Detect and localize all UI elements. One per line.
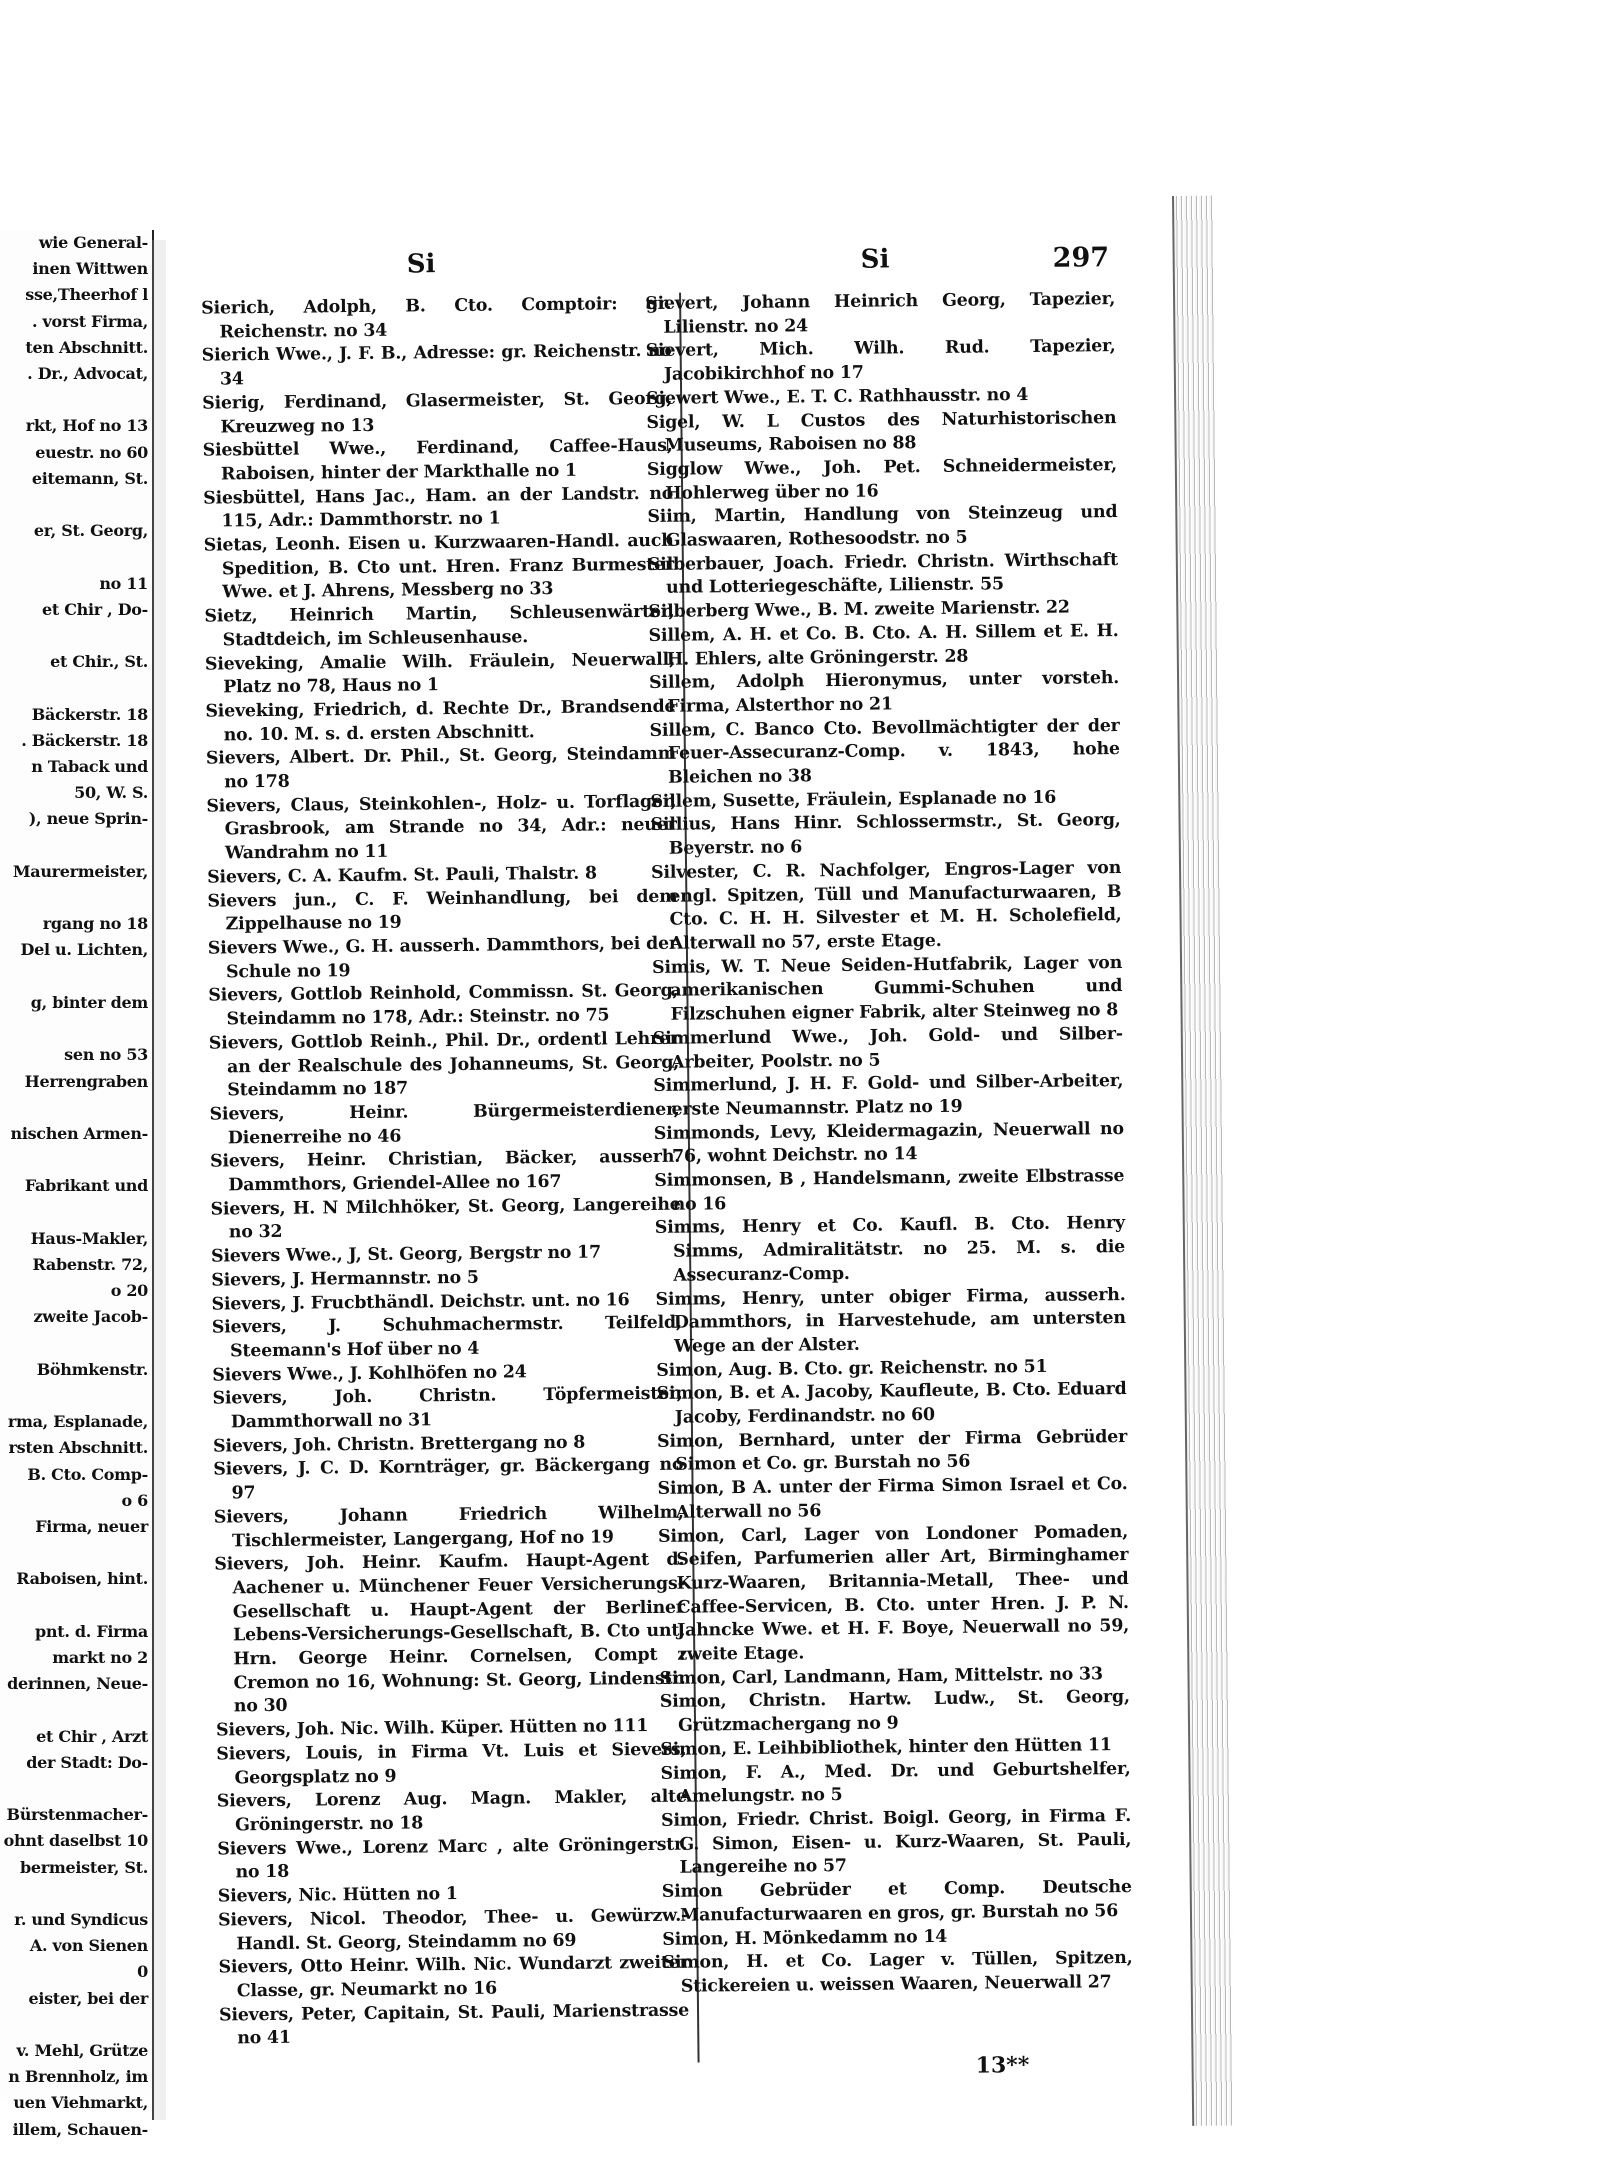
directory-entry: Sievers, H. N Milchhöker, St. Georg, Langereihe no 32: [210, 1194, 681, 1243]
directory-entry: Simon, Carl, Landmann, Ham, Mittelstr. no 33: [659, 1664, 1103, 1689]
left-page-line: [0, 623, 152, 649]
directory-entry: Sievers, Johann Friedrich Wilhelm, Tischlermeister, Langergang, Hof no 19: [213, 1502, 684, 1551]
left-page-line: wie General-: [38, 233, 148, 252]
directory-entry: Sigel, W. L Custos des Naturhistorischen Museums, Raboisen no 88: [646, 407, 1117, 457]
directory-entry: Sievers, Nicol. Theodor, Thee- u. Gewürzw.-Handl. St. Georg, Steindamm no 69: [217, 1905, 689, 1954]
directory-entry: Simon, Aug. B. Cto. gr. Reichenstr. no 51: [656, 1356, 1048, 1381]
left-page-line: er, St. Georg,: [33, 521, 148, 541]
left-page-line: [0, 1540, 152, 1566]
directory-entry: Sierig, Ferdinand, Glasermeister, St. Georg, Kreuzweg no 13: [202, 388, 673, 437]
left-page-line: [0, 1147, 152, 1173]
left-page-line: Firma, neuer: [35, 1516, 148, 1536]
directory-entry: Simon, H. Mönkedamm no 14: [662, 1926, 948, 1950]
left-page-line: Herrengraben: [24, 1071, 148, 1091]
running-header: [167, 241, 1173, 292]
left-page-line: zweite Jacob-: [33, 1307, 148, 1327]
directory-entry: Sievers, Louis, in Firma Vt. Luis et Sievers, Georgsplatz no 9: [216, 1739, 687, 1788]
left-page-line: et Chir , Arzt: [36, 1726, 148, 1746]
left-page-line: o 20: [110, 1281, 148, 1301]
left-page-line: [0, 1200, 152, 1226]
directory-entry: Simon, B. et A. Jacoby, Kaufleute, B. Cto. Eduard Jacoby, Ferdinandstr. no 60: [656, 1379, 1127, 1428]
left-page-line: [0, 885, 152, 911]
directory-entry: Sietas, Leonh. Eisen u. Kurzwaaren-Handl. auch Spedition, B. Cto unt. Hren. Franz Burmester Wwe. et J. Ahrens, Messberg no 33: [203, 530, 674, 603]
directory-entry: Sievers, Peter, Capitain, St. Pauli, Marienstrasse no 41: [218, 2000, 690, 2049]
directory-entry: Sigglow Wwe., Joh. Pet. Schneidermeister, Hohlerweg über no 16: [646, 454, 1117, 504]
directory-entry: Sievers, Joh. Heinr. Kaufm. Haupt-Agent d. Aachener u. Münchener Feuer Versicherungs-Gesellschaft u. Haupt-Agent der Berliner Lebens-Versicherungs-Gesellschaft, B. Cto unt. Hrn. George Heinr. Cornelsen, Compt : Cremon no 16, Wohnung: St. Georg, Lindenstr. no 30: [214, 1549, 686, 1717]
directory-entry: Sietz, Heinrich Martin, Schleusenwärter, Stadtdeich, im Schleusenhause.: [204, 601, 675, 651]
left-page-line: [0, 1095, 152, 1121]
left-page-line: . vorst Firma,: [31, 311, 148, 331]
directory-entry: Sievers, Heinr. Bürgermeisterdiener, Dienerreihe no 46: [209, 1099, 680, 1149]
directory-entry: Simmerlund Wwe., Joh. Gold- und Silber-Arbeiter, Poolstr. no 5: [652, 1023, 1123, 1073]
left-page-line: pnt. d. Firma: [35, 1621, 148, 1641]
directory-entry: Sierich, Adolph, B. Cto. Comptoir: gr. Reichenstr. no 34: [201, 293, 672, 343]
left-page-line: [0, 492, 152, 518]
left-page-line: Maurermeister,: [12, 861, 148, 881]
directory-entry: Simon, Carl, Lager von Londoner Pomaden, Seifen, Parfumerien aller Art, Birminghamer Kurz-Waaren, Britannia-Metall, Thee- und Caffee-Servicen, B. Cto. unter Hren. J. P. N. Jahncke Wwe. et H. F. Boye, Neuerwall no 59, zweite Etage.: [657, 1521, 1130, 1665]
directory-entry: Simms, Henry et Co. Kaufl. B. Cto. Henry Simms, Admiralitätstr. no 25. M. s. die Assecuranz-Comp.: [654, 1213, 1126, 1286]
left-page-line: der Stadt: Do-: [26, 1752, 148, 1772]
left-page-line: [0, 1776, 152, 1802]
left-page-line: eitemann, St.: [31, 468, 148, 488]
left-page-line: Bäckerstr. 18: [31, 704, 148, 724]
directory-entry: Sievers, Claus, Steinkohlen-, Holz- u. Torflager, Grasbrook, am Strande no 34, Adr.: neuer Wandrahm no 11: [206, 791, 677, 864]
directory-entry: Siesbüttel, Hans Jac., Ham. an der Landstr. no 115, Adr.: Dammthorstr. no 1: [203, 483, 674, 532]
left-page-line: no 11: [99, 573, 148, 593]
directory-entry: Simon Gebrüder et Comp. Deutsche Manufacturwaaren en gros, gr. Burstah no 56: [661, 1877, 1132, 1926]
directory-entry: Sievers Wwe., J, St. Georg, Bergstr no 17: [211, 1242, 602, 1267]
signature-mark: 13**: [975, 2052, 1030, 2079]
directory-entry: Sievers, Otto Heinr. Wilh. Nic. Wundarzt zweiter Classe, gr. Neumarkt no 16: [218, 1952, 689, 2002]
left-page-line: et Chir., St.: [50, 652, 148, 672]
header-right-letters: Si: [860, 244, 890, 275]
directory-entry: Simmonsen, B , Handelsmann, zweite Elbstrasse no 16: [654, 1166, 1125, 1215]
directory-entry: Sievers, C. A. Kaufm. St. Pauli, Thalstr. 8: [207, 863, 597, 888]
directory-entry: Sillem, C. Banco Cto. Bevollmächtigter der der Feuer-Assecuranz-Comp. v. 1843, hohe Bleichen no 38: [649, 715, 1120, 788]
left-page-line: n Taback und: [31, 757, 148, 777]
left-page-line: Haus-Makler,: [30, 1228, 148, 1248]
left-page-line: ), neue Sprin-: [28, 809, 148, 829]
right-column: [645, 288, 1133, 1999]
directory-entry: Sievers, J. Schuhmachermstr. Teilfeld, Steemann's Hof über no 4: [211, 1312, 682, 1362]
left-page-line: [0, 1881, 152, 1907]
left-page-line: rma, Esplanade,: [7, 1412, 148, 1432]
left-page-line: Böhmkenstr.: [36, 1359, 148, 1379]
directory-entry: Sievers Wwe., J. Kohlhöfen no 24: [212, 1361, 527, 1386]
book-gutter: [152, 240, 166, 2120]
directory-entry: Siesbüttel Wwe., Ferdinand, Caffee-Haus, Raboisen, hinter der Markthalle no 1: [202, 435, 673, 485]
left-page-line: r. und Syndicus: [14, 1910, 148, 1929]
directory-entry: Sillem, Susette, Fräulein, Esplanade no 16: [650, 787, 1057, 812]
left-page-line: . Dr., Advocat,: [27, 364, 148, 384]
left-page-line: B. Cto. Comp-: [27, 1464, 148, 1484]
directory-entry: Sievers jun., C. F. Weinhandlung, bei dem Zippelhause no 19: [207, 886, 678, 935]
left-page-line: derinnen, Neue-: [7, 1674, 148, 1694]
directory-entry: Sievers, Gottlob Reinh., Phil. Dr., ordentl Lehrer an der Realschule des Johanneums, St. Georg, Steindamm no 187: [208, 1028, 680, 1101]
directory-entry: Sievers Wwe., G. H. ausserh. Dammthors, bei der Schule no 19: [207, 933, 678, 983]
directory-entry: Sievers, J. Hermannstr. no 5: [211, 1267, 479, 1291]
left-page-line: illem, Schauen-: [12, 2119, 148, 2139]
page-number: 297: [1052, 242, 1110, 274]
left-page-line: 50, W. S.: [74, 783, 148, 803]
left-page-line: [0, 387, 152, 413]
directory-entry: Sievers, Heinr. Christian, Bäcker, ausserh. Dammthors, Griendel-Allee no 167: [210, 1146, 681, 1196]
directory-entry: Sievers, J. C. D. Kornträger, gr. Bäckergang no 97: [213, 1455, 684, 1504]
left-page-line: markt no 2: [52, 1647, 148, 1667]
left-page-line: [0, 2012, 152, 2038]
directory-entry: Simon, Bernhard, unter der Firma Gebrüder Simon et Co. gr. Burstah no 56: [656, 1426, 1128, 1476]
left-page-line: [0, 1697, 152, 1723]
directory-entry: Simon, E. Leihbibliothek, hinter den Hütten 11: [660, 1735, 1112, 1760]
directory-entry: Sievers, Lorenz Aug. Magn. Makler, alte Gröningerstr. no 18: [216, 1786, 687, 1836]
left-page-line: ohnt daselbst 10: [3, 1831, 148, 1851]
left-page-line: eister, bei der: [28, 1988, 148, 2008]
directory-entry: Simon, Friedr. Christ. Boigl. Georg, in Firma F. G. Simon, Eisen- u. Kurz-Waaren, St. Pauli, Langereihe no 57: [660, 1805, 1132, 1879]
left-page-line: rgang no 18: [42, 914, 148, 934]
left-page-line: Bürstenmacher-: [6, 1805, 148, 1825]
left-page-fragment: [0, 230, 154, 2139]
directory-entry: Sierich Wwe., J. F. B., Adresse: gr. Reichenstr. no 34: [201, 341, 672, 390]
directory-entry: Simon, H. et Co. Lager v. Tüllen, Spitzen, Stickereien u. weissen Waaren, Neuerwall 27: [662, 1948, 1133, 1997]
directory-entry: Silberbauer, Joach. Friedr. Christn. Wirthschaft und Lotteriegeschäfte, Lilienstr. 55: [647, 549, 1118, 599]
directory-entry: Simon, F. A., Med. Dr. und Geburtshelfer, Amelungstr. no 5: [660, 1758, 1131, 1808]
left-page-line: o 6: [121, 1490, 148, 1510]
left-page-line: [0, 1593, 152, 1619]
directory-entry: Sievert, Johann Heinrich Georg, Tapezier, Lilienstr. no 24: [645, 289, 1116, 338]
directory-entry: Simis, W. T. Neue Seiden-Hutfabrik, Lager von amerikanischen Gummi-Schuhen und Filzschuhen eigner Fabrik, alter Steinweg no 8: [652, 952, 1123, 1025]
directory-entry: Sievers, Joh. Nic. Wilh. Küper. Hütten no 111: [215, 1716, 649, 1741]
left-page-line: n Brennholz, im: [8, 2067, 148, 2087]
left-page-line: Raboisen, hint.: [16, 1569, 148, 1589]
left-page-line: nischen Armen-: [10, 1123, 148, 1143]
directory-page: [166, 185, 1192, 2130]
left-page-line: [0, 544, 152, 570]
directory-entry: Sievers, Nic. Hütten no 1: [217, 1884, 458, 1907]
left-page-line: [0, 1383, 152, 1409]
directory-entry: Sieveking, Friedrich, d. Rechte Dr., Brandsende no. 10. M. s. d. ersten Abschnitt.: [205, 696, 676, 746]
directory-entry: Simmonds, Levy, Kleidermagazin, Neuerwall no 76, wohnt Deichstr. no 14: [653, 1118, 1124, 1168]
directory-entry: Sievers Wwe., Lorenz Marc , alte Gröningerstr. no 18: [217, 1834, 688, 1883]
left-page-line: g, binter dem: [30, 992, 148, 1012]
left-page-line: inen Wittwen: [32, 259, 148, 279]
left-page-line: [0, 833, 152, 859]
left-page-line: A. von Sienen: [29, 1936, 148, 1956]
directory-entry: Siim, Martin, Handlung von Steinzeug und Glaswaaren, Rothesoodstr. no 5: [647, 502, 1118, 551]
directory-entry: Simmerlund, J. H. F. Gold- und Silber-Arbeiter, erste Neumannstr. Platz no 19: [653, 1071, 1124, 1120]
left-page-line: Rabenstr. 72,: [32, 1254, 148, 1274]
left-page-line: uen Viehmarkt,: [13, 2093, 148, 2113]
left-page-line: [0, 964, 152, 990]
directory-entry: Sievers, Albert. Dr. Phil., St. Georg, Steindamm no 178: [205, 744, 676, 793]
left-page-line: sen no 53: [64, 1045, 148, 1065]
left-page-line: [0, 1331, 152, 1357]
left-page-line: sse,Theerhof l: [25, 285, 148, 305]
directory-entry: Simon, B A. unter der Firma Simon Israel et Co. Alterwall no 56: [657, 1474, 1128, 1523]
directory-entry: Sievers, Joh. Christn. Töpfermeister, Dammthorwall no 31: [212, 1384, 683, 1433]
left-page-line: bermeister, St.: [20, 1857, 148, 1877]
directory-entry: Silvester, C. R. Nachfolger, Engros-Lager von engl. Spitzen, Tüll und Manufacturwaaren, B Cto. C. H. H. Silvester et M. H. Scholefield, Alterwall no 57, erste Etage.: [651, 857, 1122, 954]
left-page-line: ten Abschnitt.: [25, 337, 148, 357]
left-page-line: [0, 675, 152, 701]
directory-entry: Sievert, Mich. Wilh. Rud. Tapezier, Jacobikirchhof no 17: [645, 336, 1116, 385]
directory-entry: Sievers, Joh. Christn. Brettergang no 8: [212, 1432, 586, 1457]
left-page-line: Del u. Lichten,: [20, 940, 148, 960]
directory-entry: Sieveking, Amalie Wilh. Fräulein, Neuerwall, Platz no 78, Haus no 1: [204, 649, 675, 698]
left-page-line: Fabrikant und: [24, 1176, 148, 1196]
header-left-letters: Si: [406, 249, 436, 280]
directory-entry: Sillius, Hans Hinr. Schlossermstr., St. Georg, Beyerstr. no 6: [650, 810, 1121, 859]
left-page-line: . Bäckerstr. 18: [21, 730, 148, 750]
left-page-line: rsten Abschnitt.: [8, 1438, 148, 1458]
directory-entry: Simms, Henry, unter obiger Firma, ausserh. Dammthors, in Harvestehude, am untersten Wege an der Alster.: [655, 1284, 1126, 1357]
directory-entry: Sillem, Adolph Hieronymus, unter vorsteh. Firma, Alsterthor no 21: [649, 668, 1120, 717]
left-page-line: [0, 1016, 152, 1042]
directory-entry: Sievers, J. Frucbthändl. Deichstr. unt. no 16: [211, 1289, 630, 1315]
directory-entry: Silberberg Wwe., B. M. zweite Marienstr. 22: [648, 597, 1070, 623]
left-page-line: et Chir , Do-: [41, 599, 148, 619]
left-page-line: v. Mehl, Grütze: [16, 2041, 148, 2061]
left-page-line: 0: [137, 1962, 148, 1982]
left-page-line: rkt, Hof no 13: [25, 416, 148, 436]
left-page-line: euestr. no 60: [35, 442, 148, 462]
left-column: [201, 293, 689, 2052]
directory-entry: Siewert Wwe., E. T. C. Rathhausstr. no 4: [646, 384, 1029, 409]
directory-entry: Sillem, A. H. et Co. B. Cto. A. H. Sillem et E. H. H. Ehlers, alte Gröningerstr. 28: [648, 620, 1119, 670]
directory-entry: Sievers, Gottlob Reinhold, Commissn. St. Georg, Steindamm no 178, Adr.: Steinstr. no 75: [208, 981, 679, 1030]
directory-entry: Simon, Christn. Hartw. Ludw., St. Georg, Grützmachergang no 9: [659, 1687, 1130, 1736]
